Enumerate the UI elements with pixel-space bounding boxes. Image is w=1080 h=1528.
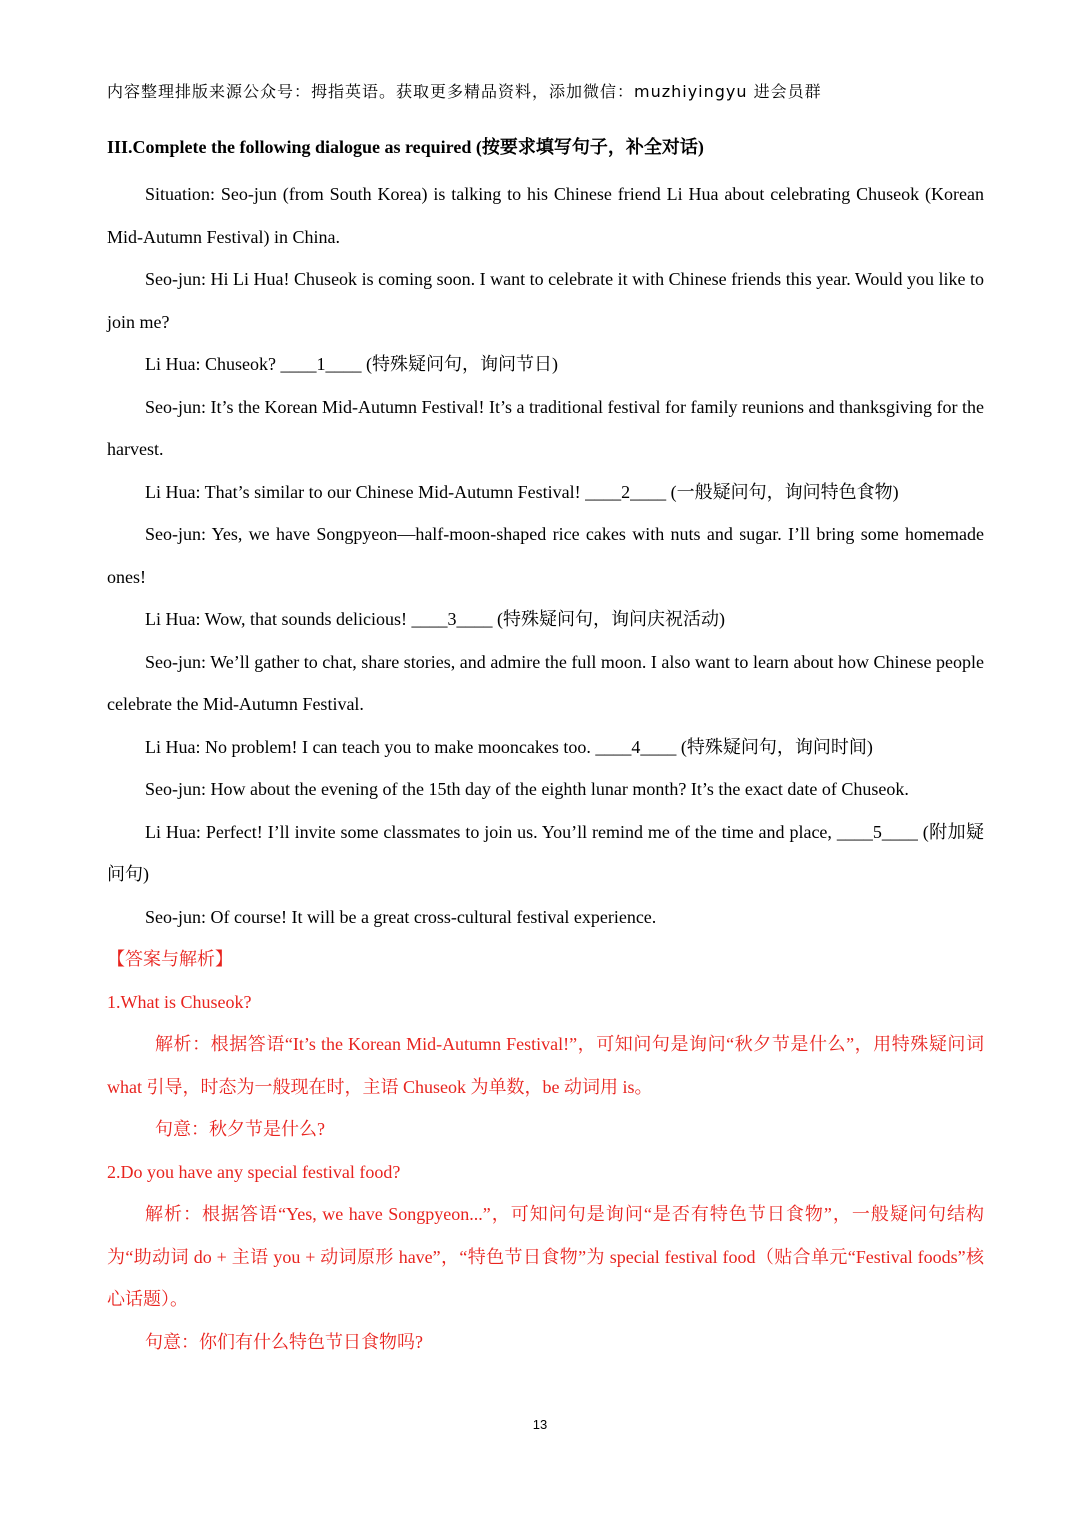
dialogue-line: Seo-jun: We’ll gather to chat, share stories, and admire the full moon. I also want to learn about how Chinese people celebrate the Mid-Autumn Festival.	[107, 651, 984, 714]
dialogue-line-blank-3: Li Hua: Wow, that sounds delicious! ____3____ (特殊疑问句，询问庆祝活动)	[145, 609, 726, 629]
analysis-1: 解析：根据答语“It’s the Korean Mid-Autumn Festival!”，可知问句是询问“秋夕节是什么”，用特殊疑问词 what 引导，时态为一般现在时，主语 Chuseok 为单数，be 动词用 is。	[107, 1034, 984, 1097]
document-page	[107, 78, 984, 1363]
answer-1: 1.What is Chuseok?	[107, 991, 252, 1012]
dialogue-line: Seo-jun: It’s the Korean Mid-Autumn Festival! It’s a traditional festival for family reunions and thanksgiving for the harvest.	[107, 396, 984, 459]
dialogue-line-blank-2: Li Hua: That’s similar to our Chinese Mid-Autumn Festival! ____2____ (一般疑问句，询问特色食物)	[145, 481, 899, 502]
dialogue-line: Seo-jun: Yes, we have Songpyeon—half-moon-shaped rice cakes with nuts and sugar. I’ll bring some homemade ones!	[107, 524, 984, 587]
meaning-2: 句意：你们有什么特色节日食物吗?	[145, 1331, 423, 1352]
dialogue-line-blank-1: Li Hua: Chuseok? ____1____ (特殊疑问句，询问节日)	[145, 354, 558, 374]
page-number: 13	[532, 1417, 548, 1432]
answers-heading: 【答案与解析】	[107, 949, 233, 969]
dialogue	[107, 173, 984, 938]
section-title: III.Complete the following dialogue as required (按要求填写句子，补全对话)	[107, 137, 704, 157]
analysis-2: 解析：根据答语“Yes, we have Songpyeon...”，可知问句是询问“是否有特色节日食物”，一般疑问句结构为“助动词 do + 主语 you + 动词原形 have”，“特色节日食物”为 special festival food（贴合单元“Festival foods”核心话题）。	[107, 1204, 984, 1309]
answer-2: 2.Do you have any special festival food?	[107, 1161, 401, 1182]
dialogue-line: Seo-jun: Of course! It will be a great cross-cultural festival experience.	[145, 906, 657, 927]
dialogue-line: Seo-jun: How about the evening of the 15th day of the eighth lunar month? It’s the exact date of Chuseok.	[145, 779, 909, 799]
answers-section	[107, 938, 984, 1363]
dialogue-line-blank-4: Li Hua: No problem! I can teach you to make mooncakes too. ____4____ (特殊疑问句，询问时间)	[145, 736, 873, 757]
dialogue-situation: Situation: Seo-jun (from South Korea) is talking to his Chinese friend Li Hua about celebrating Chuseok (Korean Mid-Autumn Festival) in China.	[107, 184, 984, 247]
meaning-1: 句意：秋夕节是什么?	[155, 1119, 325, 1139]
dialogue-line-blank-5: Li Hua: Perfect! I’ll invite some classmates to join us. You’ll remind me of the time and place, ____5____ (附加疑问句)	[107, 821, 984, 884]
source-note: 内容整理排版来源公众号：拇指英语。获取更多精品资料，添加微信：muzhiyingyu 进会员群	[107, 82, 822, 101]
dialogue-line: Seo-jun: Hi Li Hua! Chuseok is coming soon. I want to celebrate it with Chinese friends this year. Would you like to join me?	[107, 269, 984, 332]
